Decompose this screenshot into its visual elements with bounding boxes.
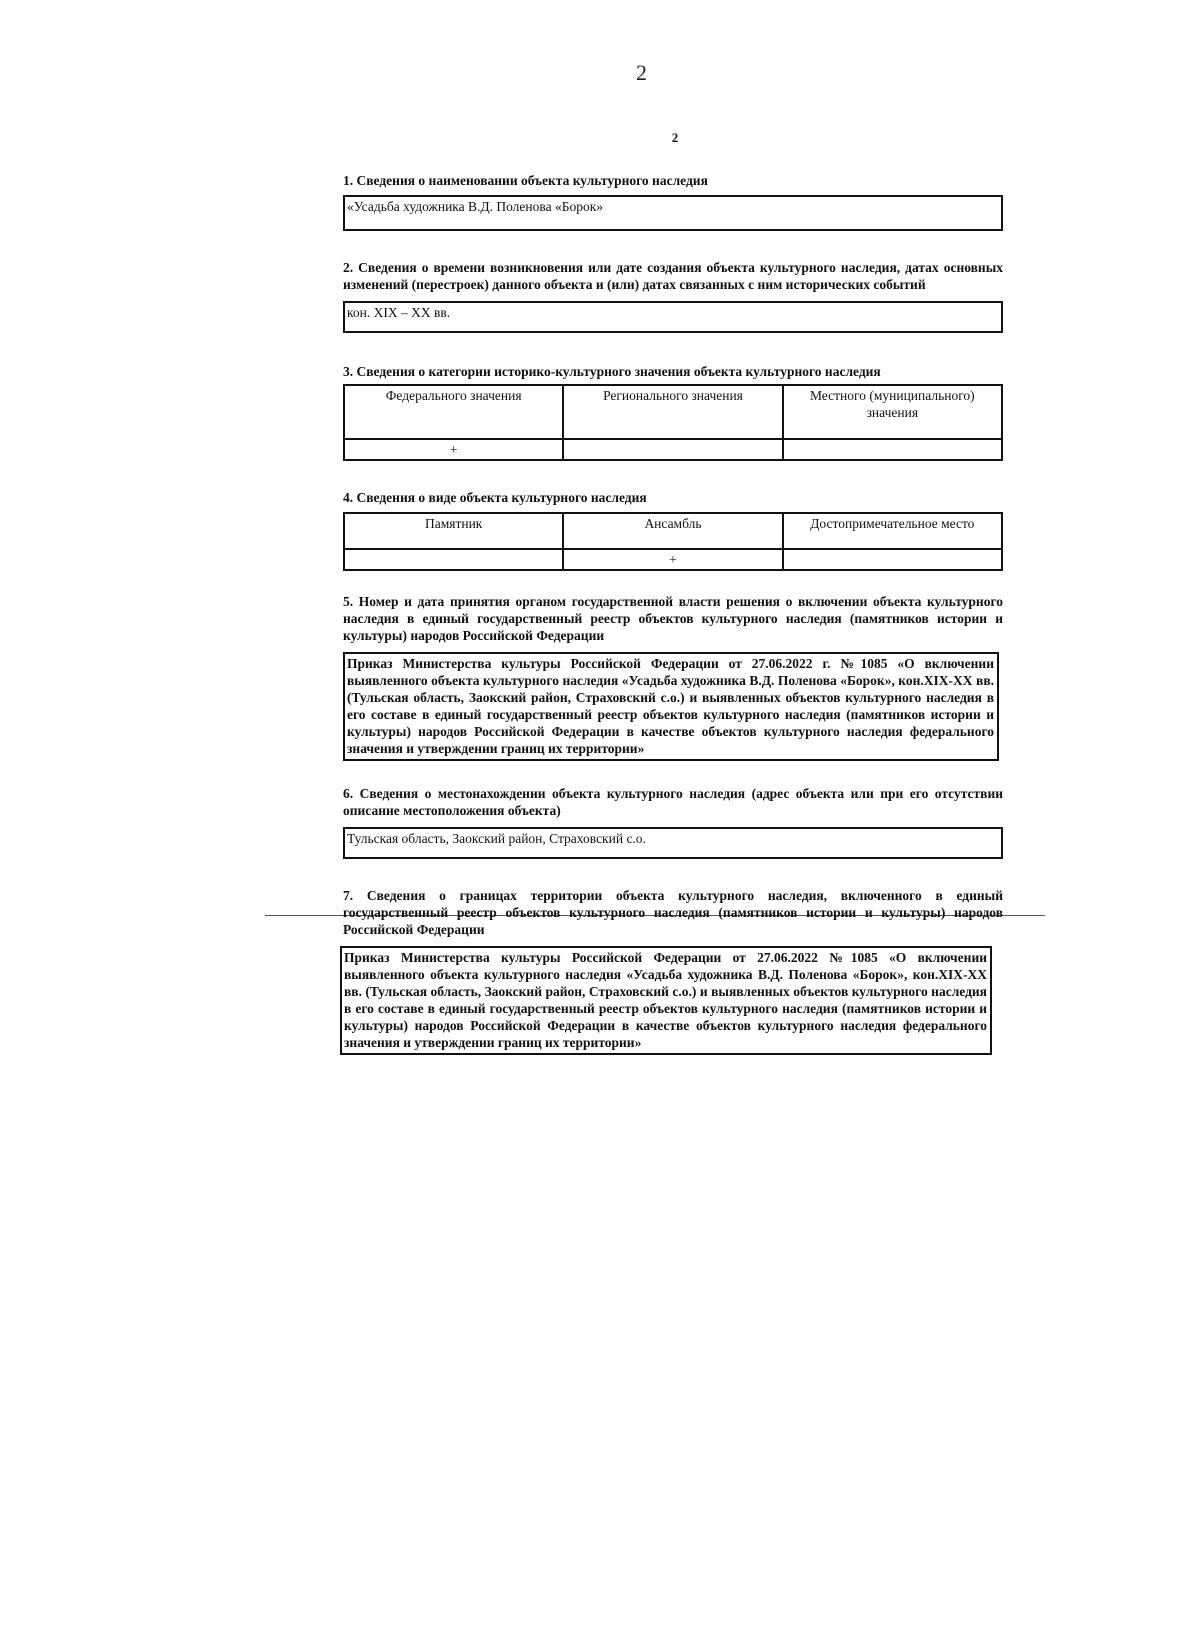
section-5-value: Приказ Министерства культуры Российской Федерации от 27.06.2022 г. №1085 «О включении выявленного объекта культурного наследия «Усадьба художника В.Д. Поленова «Борок», кон.XIX-XX вв. (Тульская область, Заокский район, Страховский с.о.) и выявленных объектов культурного наследия в его составе в единый государственный реестр объектов культурного наследия (памятников истории и культуры) народов Российской Федерации в качестве объектов культурного наследия федерального значения и утверждении границ их территории» bbox=[343, 652, 999, 761]
type-header-ensemble: Ансамбль bbox=[563, 513, 782, 549]
page-number-top: 2 bbox=[636, 60, 647, 85]
section-2-title: 2. Сведения о времени возникновения или дате создания объекта культурного наследия, датах основных изменений (перестроек) данного объекта и (или) датах связанных с ним исторических событий bbox=[343, 260, 1003, 292]
type-value-ensemble: + bbox=[563, 549, 782, 570]
document-body bbox=[343, 172, 1003, 1055]
category-header-regional: Регионального значения bbox=[563, 385, 782, 439]
page-number-inner: 2 bbox=[671, 130, 679, 145]
category-value-regional bbox=[563, 439, 782, 460]
section-3-title: 3. Сведения о категории историко-культурного значения объекта культурного наследия bbox=[343, 364, 881, 379]
section-2-value: кон. XIX – XX вв. bbox=[343, 301, 1003, 333]
section-1-title: 1. Сведения о наименовании объекта культурного наследия bbox=[343, 173, 708, 188]
category-table bbox=[343, 384, 1003, 461]
type-header-landmark: Достопримечательное место bbox=[783, 513, 1002, 549]
section-7-value: Приказ Министерства культуры Российской Федерации от 27.06.2022 №1085 «О включении выявленного объекта культурного наследия «Усадьба художника В.Д. Поленова «Борок», кон.XIX-XX вв. (Тульская область, Заокский район, Страховский с.о.) и выявленных объектов культурного наследия в его составе в единый государственный реестр объектов культурного наследия (памятников истории и культуры) народов Российской Федерации в качестве объектов культурного наследия федерального значения и утверждении границ их территории» bbox=[340, 946, 992, 1055]
section-7-title: 7. Сведения о границах территории объекта культурного наследия, включенного в единый государственный реестр объектов культурного наследия (памятников истории и культуры) народов Российской Федерации bbox=[343, 888, 1003, 937]
type-value-landmark bbox=[783, 549, 1002, 570]
category-value-federal: + bbox=[344, 439, 563, 460]
section-4-title: 4. Сведения о виде объекта культурного наследия bbox=[343, 490, 647, 505]
type-table bbox=[343, 512, 1003, 571]
type-header-monument: Памятник bbox=[344, 513, 563, 549]
category-header-federal: Федерального значения bbox=[344, 385, 563, 439]
section-5-title: 5. Номер и дата принятия органом государственной власти решения о включении объекта культурного наследия в единый государственный реестр объектов культурного наследия (памятников истории и культуры) народов Российской Федерации bbox=[343, 594, 1003, 643]
section-6-value: Тульская область, Заокский район, Страховский с.о. bbox=[343, 827, 1003, 859]
section-6-title: 6. Сведения о местонахождении объекта культурного наследия (адрес объекта или при его отсутствии описание местоположения объекта) bbox=[343, 786, 1003, 818]
category-value-local bbox=[783, 439, 1002, 460]
type-value-monument bbox=[344, 549, 563, 570]
category-header-local: Местного (муниципального) значения bbox=[783, 385, 1002, 439]
section-1-value: «Усадьба художника В.Д. Поленова «Борок» bbox=[343, 195, 1003, 231]
